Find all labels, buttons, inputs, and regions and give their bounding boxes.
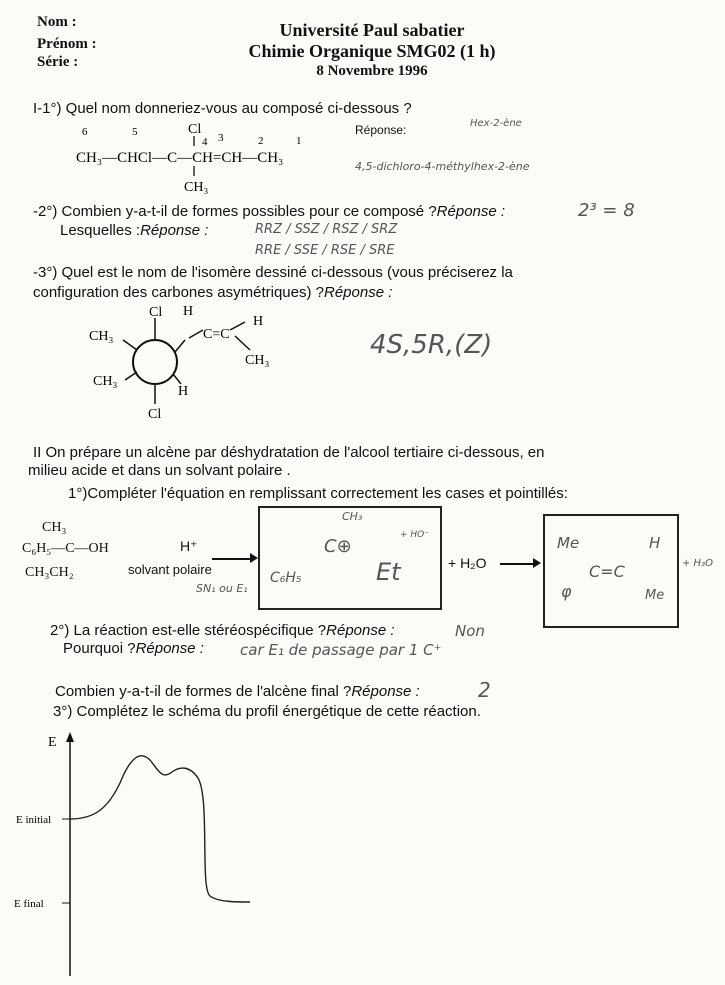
course-title: Chimie Organique SMG02 (1 h): [248, 41, 496, 61]
prenom-label: Prénom :: [37, 36, 97, 52]
handwritten-mechanism: SN₁ ou E₁: [196, 582, 248, 595]
question-1-2: [33, 203, 505, 220]
q2-stereo-reponse: Réponse :: [326, 622, 395, 639]
box1-ch3: CH₃: [342, 510, 363, 523]
handwritten-answer-q3: 4S,5R,(Z): [370, 330, 493, 360]
top-substituent: Cl: [188, 122, 202, 137]
reactant-center: C₆H₅—C—OH: [22, 541, 109, 556]
carbon-number: 4: [202, 136, 208, 148]
lesquelles-label: Lesquelles :: [60, 222, 141, 239]
box2-double-bond: C=C: [589, 562, 625, 581]
part2-question-2: [50, 622, 395, 639]
carbon-number: 6: [82, 126, 88, 138]
box1-ethyl: Et: [376, 558, 401, 586]
question-1-1: I-1°) Quel nom donneriez-vous au composé ci-dessous ?: [33, 100, 412, 117]
handwritten-stereo-answer: Non: [455, 622, 485, 640]
lesquelles-reponse-label: Réponse :: [140, 222, 209, 239]
q3-text: configuration des carbones asymétriques) ?: [33, 284, 324, 301]
newman-label: H: [253, 314, 264, 329]
arrow-head-icon: [250, 553, 258, 563]
solvent-label: solvant polaire: [128, 562, 212, 577]
part2-intro-line1: II On prépare un alcène par déshydratation de l'alcool tertiaire ci-dessous, en: [33, 444, 545, 461]
handwritten-pourquoi: car E₁ de passage par 1 C⁺: [240, 641, 442, 659]
molecule-svg: [70, 118, 340, 198]
handwritten-answer-q1: 4,5-dichloro-4-méthylhex-2-ène: [355, 160, 530, 173]
reponse-label: Réponse:: [355, 123, 407, 137]
newman-label: CH₃: [93, 374, 118, 389]
handwritten-forms-line2: RRE / SSE / RSE / SRE: [255, 243, 395, 258]
university-title: Université Paul sabatier: [279, 20, 465, 40]
reaction-arrow-2: [500, 563, 536, 565]
energy-profile-svg: [0, 728, 260, 980]
part2-question-3: 3°) Complétez le schéma du profil énergétique de cette réaction.: [53, 703, 481, 720]
question-1-3-line1: -3°) Quel est le nom de l'isomère dessiné ci-dessous (vous préciserez la: [33, 264, 513, 281]
serie-label: Série :: [37, 54, 79, 70]
reactant-ch3: CH₃: [42, 520, 67, 535]
part2-intro-line2: milieu acide et dans un solvant polaire .: [28, 462, 291, 479]
question-1-3-line2: [33, 284, 392, 301]
newman-projection: [85, 300, 285, 420]
handwritten-answer-q2: 2³ = 8: [578, 200, 635, 221]
reaction-arrow-1: [212, 558, 254, 560]
arrow-head-icon: [533, 558, 541, 568]
forms-question: [55, 683, 420, 700]
carbon-number: 2: [258, 135, 264, 147]
box2-me-bottom: Me: [645, 588, 665, 603]
bottom-substituent: CH₃: [184, 180, 209, 195]
nom-label: Nom :: [37, 14, 77, 30]
newman-label: CH₃: [89, 329, 114, 344]
newman-label: H: [178, 384, 189, 399]
handwritten-note: Hex-2-ène: [470, 118, 522, 129]
e-final-label: E final: [14, 898, 44, 910]
q3-reponse-label: Réponse :: [324, 284, 393, 301]
handwritten-forms-answer: 2: [478, 678, 491, 702]
part2-question-1: 1°)Compléter l'équation en remplissant correctement les cases et pointillés:: [68, 485, 568, 502]
energy-profile: [0, 728, 260, 980]
reagent-h-plus: H⁺: [180, 538, 198, 554]
energy-axis-label: E: [48, 735, 57, 750]
alkene-box[interactable]: [543, 514, 679, 628]
box2-phenyl: φ: [561, 582, 572, 601]
carbon-chain: CH₃—CHCl—C—CH=CH—CH₃: [76, 150, 284, 166]
pourquoi-label: Pourquoi ?: [63, 640, 136, 657]
box2-h: H: [649, 534, 661, 552]
newman-label: CH₃: [245, 353, 270, 368]
q2-reponse-label: Réponse :: [436, 203, 506, 220]
forms-reponse: Réponse :: [351, 683, 420, 700]
newman-label: Cl: [148, 407, 162, 420]
y-axis-arrow-icon: [66, 732, 74, 742]
carbon-number: 5: [132, 126, 138, 138]
handwritten-forms-line1: RRZ / SSZ / RSZ / SRZ: [255, 222, 398, 237]
box1-cation: C⊕: [324, 536, 352, 557]
reactant-ethyl: CH₃CH₂: [25, 565, 74, 580]
box1-phenyl: C₆H₅: [270, 570, 302, 586]
carbon-number: 1: [296, 135, 302, 147]
newman-svg: [85, 300, 285, 420]
q2-text: -2°) Combien y-a-t-il de formes possibles pour ce composé ?: [33, 203, 437, 220]
exam-date: 8 Novembre 1996: [316, 63, 428, 79]
carbocation-box[interactable]: [258, 506, 442, 610]
handwritten-h3o: + H₃O: [682, 558, 713, 569]
pourquoi-reponse: Réponse :: [135, 640, 204, 657]
energy-curve: [70, 756, 250, 902]
newman-label: C=C: [203, 327, 230, 342]
forms-text: Combien y-a-t-il de formes de l'alcène final ?: [55, 683, 352, 700]
molecule-structure: [70, 118, 340, 198]
newman-label: H: [183, 304, 194, 319]
box2-me-top: Me: [557, 534, 580, 552]
q2-stereo-text: 2°) La réaction est-elle stéréospécifique ?: [50, 622, 327, 639]
pourquoi-line: [63, 640, 204, 657]
plus-water: + H₂O: [448, 555, 487, 571]
lesquelles-line: [60, 222, 208, 239]
newman-label: Cl: [149, 305, 163, 320]
e-initial-label: E initial: [16, 814, 52, 826]
box1-hydroxide: + HO⁻: [400, 530, 430, 540]
carbon-number: 3: [218, 132, 224, 144]
